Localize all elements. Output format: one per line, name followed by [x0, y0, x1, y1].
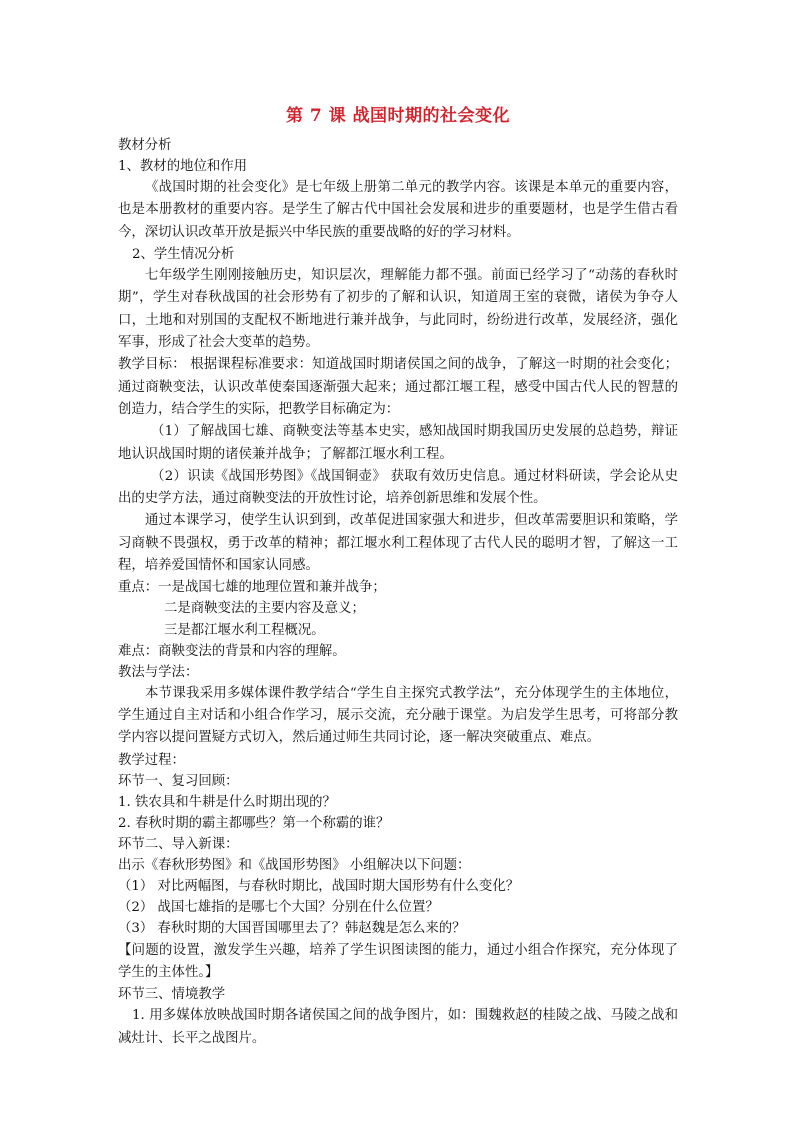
step3-paragraph: 1. 用多媒体放映战国时期各诸侯国之间的战争图片，如：围魏救赵的桂陵之战、马陵之战和减灶计、长平之战图片。 — [118, 1008, 678, 1046]
analysis-heading: 教材分析 — [118, 138, 172, 153]
step1-heading: 环节一、复习回顾： — [118, 773, 239, 789]
step2-note: 【问题的设置，激发学生兴趣，培养了学生识图读图的能力，通过小组合作探究，充分体现了学生的主体性。】 — [118, 942, 678, 980]
key-point-2: 二是商鞅变法的主要内容及意义； — [164, 601, 365, 617]
lesson-title: 第 7 课 战国时期的社会变化 — [285, 106, 511, 126]
document-page — [118, 104, 678, 1050]
key-point-3: 三是都江堰水利工程概况。 — [164, 622, 325, 638]
step2-question-1: （1） 对比两幅图，与春秋时期比，战国时期大国形势有什么变化？ — [118, 879, 520, 895]
item1-paragraph: 《战国时期的社会变化》是七年级上册第二单元的教学内容。该课是本单元的重要内容，也是本册教材的重要内容。是学生了解古代中国社会发展和进步的重要题材，也是学生借古看今，深切认识改革开放是振兴中华民族的重要战略的好的学习材料。 — [118, 180, 678, 240]
step2-heading: 环节二、导入新课： — [118, 837, 239, 853]
item2-paragraph: 七年级学生刚刚接触历史，知识层次，理解能力都不强。前面已经学习了“动荡的春秋时期”，学生对春秋战国的社会形势有了初步的了解和认识，知道周王室的衰微，诸侯为争夺人口，土地和对别国的支配权不断地进行兼并战争，与此同时，纷纷进行改革，发展经济，强化军事，形成了社会大变革的趋势。 — [118, 268, 678, 351]
item2-heading: 2、学生情况分析 — [132, 247, 235, 263]
teaching-goal-1: （1）了解战国七雄、商鞅变法等基本史实，感知战国时期我国历史发展的总趋势，辩证地认识战国时期的诸侯兼并战争；了解都江堰水利工程。 — [118, 424, 678, 462]
process-heading: 教学过程： — [118, 752, 185, 768]
step1-question-2: 2. 春秋时期的霸主都哪些？第一个称霸的谁？ — [118, 815, 390, 831]
step2-question-3: （3） 春秋时期的大国晋国哪里去了？韩赵魏是怎么来的？ — [118, 921, 466, 937]
teaching-goal-3: 通过本课学习，使学生认识到到，改革促进国家强大和进步，但改革需要胆识和策略，学习商鞅不畏强权，勇于改革的精神；都江堰水利工程体现了古代人民的聪明才智，了解这一工程，培养爱国情怀和国家认同感。 — [118, 513, 678, 574]
method-paragraph: 本节课我采用多媒体课件教学结合“学生自主探究式教学法”，充分体现学生的主体地位，学生通过自主对话和小组合作学习，展示交流，充分融于课堂。为启发学生思考，可将部分教学内容以提问置疑方式切入，然后通过师生共同讨论，逐一解决突破重点、难点。 — [118, 685, 678, 746]
step2-intro: 出示《春秋形势图》和《战国形势图》 小组解决以下问题： — [118, 858, 471, 874]
difficulty-point: 难点：商鞅变法的背景和内容的理解。 — [118, 643, 346, 659]
teaching-goal-2: （2）识读《战国形势图》《战国铜壶》 获取有效历史信息。通过材料研读，学会论从史出的史学方法，通过商鞅变法的开放性讨论，培养创新思维和发展个性。 — [118, 468, 678, 507]
step3-heading: 环节三、情境教学 — [118, 987, 226, 1003]
item1-heading: 1、教材的地位和作用 — [118, 159, 248, 175]
step1-question-1: 1. 铁农具和牛耕是什么时期出现的？ — [118, 794, 336, 810]
step2-question-2: （2） 战国七雄指的是哪七个大国？分别在什么位置？ — [118, 900, 439, 916]
teaching-goal-paragraph: 教学目标： 根据课程标准要求：知道战国时期诸侯国之间的战争，了解这一时期的社会变化；通过商鞅变法，认识改革使秦国逐渐强大起来；通过都江堰工程，感受中国古代人民的智慧的创造力，结合学生的实际，把教学目标确定为： — [118, 357, 678, 417]
key-point-1: 重点：一是战国七雄的地理位置和兼并战争； — [118, 580, 386, 596]
method-heading: 教法与学法： — [118, 664, 199, 680]
